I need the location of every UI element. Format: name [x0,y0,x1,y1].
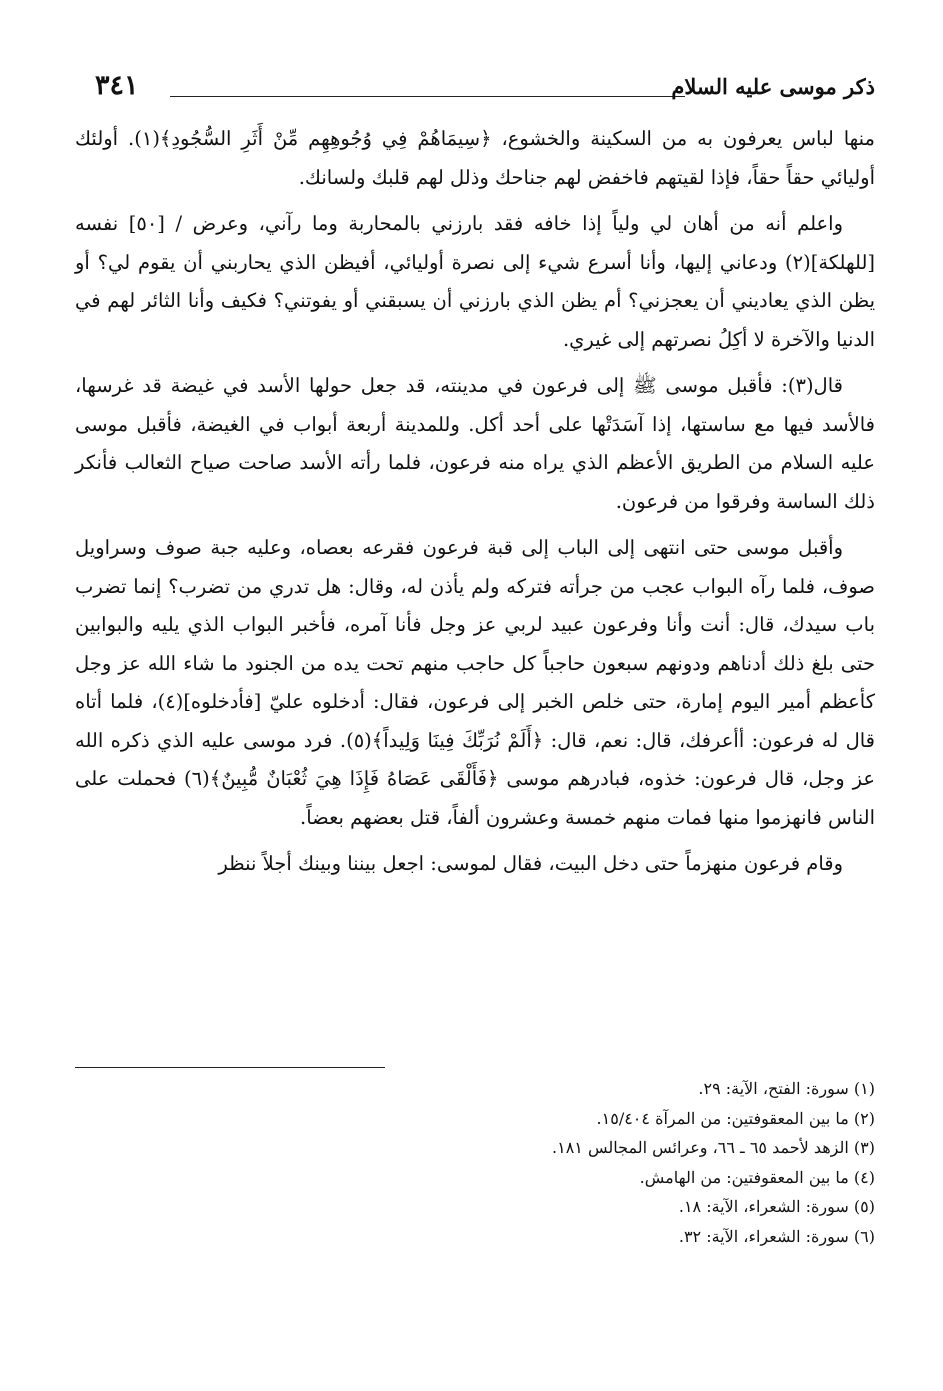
footnote-4: (٤) ما بين المعقوفتين: من الهامش. [639,1167,875,1187]
paragraph-1: منها لباس يعرفون به من السكينة والخشوع، ﴿سِيمَاهُمْ فِي وُجُوهِهِم مِّنْ أَثَرِ السُّجُودِ﴾(١). أولئك أوليائي حقاً حقاً، فإذا لقيتهم فاخفض لهم جناحك وذلل لهم قلبك ولسانك. [75,127,875,189]
paragraph-2: واعلم أنه من أهان لي ولياً إذا خافه فقد بارزني بالمحاربة وما رآني، وعرض / [٥٠] نفسه [للهلكة](٢) ودعاني إليها، وأنا أسرع شيء إلى نصرة أوليائي، أفيظن الذي يحاربني أن يقوم لي؟ أو يظن الذي يعاديني أن يعجزني؟ أم يظن الذي بارزني أن يسبقني أو يفوتني؟ فكيف وأنا الثائر لهم في الدنيا والآخرة لا أكِلُ نصرتهم إلى غيري. [75,212,875,351]
paragraph-4: وأقبل موسى حتى انتهى إلى الباب إلى قبة فرعون فقرعه بعصاه، وعليه جبة صوف وسراويل صوف، فلما رآه البواب عجب من جرأته فتركه ولم يأذن له، وقال: هل تدري من تضرب؟ إنما تضرب باب سيدك، قال: أنت وأنا وفرعون عبيد لربي عز وجل فأنا آمره، فأخبر البواب الذي يليه والبوابين حتى بلغ ذلك أدناهم ودونهم سبعون حاجباً كل حاجب منهم تحت يده من الجنود ما شاء الله عز وجل كأعظم أمير اليوم إمارة، حتى خلص الخبر إلى فرعون، فقال: أدخلوه عليّ [فأدخلوه](٤)، فلما أتاه قال له فرعون: أأعرفك، قال: نعم، قال: ﴿أَلَمْ نُرَبِّكَ فِينَا وَلِيداً﴾(٥). فرد موسى عليه الذي ذكره الله عز وجل، قال فرعون: خذوه، فبادرهم موسى ﴿فَأَلْقَى عَصَاهُ فَإِذَا هِيَ ثُعْبَانٌ مُّبِينٌ﴾(٦) فحملت على الناس فانهزموا منها فمات منهم خمسة وعشرون ألفاً، قتل بعضهم بعضاً. [75,536,875,829]
footnote-6: (٦) سورة: الشعراء، الآية: ٣٢. [678,1226,875,1246]
paragraph-5: وقام فرعون منهزماً حتى دخل البيت، فقال لموسى: اجعل بيننا وبينك أجلاً ننظر [218,852,843,875]
footnote-3: (٣) الزهد لأحمد ٦٥ ـ ٦٦، وعرائس المجالس ١٨١. [552,1138,875,1157]
header-rule [170,96,685,97]
footnote-5: (٥) سورة: الشعراء، الآية: ١٨. [678,1197,875,1216]
page-header [95,70,875,110]
footnote-2: (٢) ما بين المعقوفتين: من المرآة ١٥/٤٠٤. [596,1108,875,1128]
footnote-rule [75,1067,385,1068]
main-text [75,120,875,884]
footnote-1: (١) سورة: الفتح، الآية: ٢٩. [698,1079,875,1098]
paragraph-3: قال(٣): فأقبل موسى ﷺ إلى فرعون في مدينته، قد جعل حولها الأسد في غيضة قد غرسها، فالأسد فيها مع ساستها، إذا آسَدَتْها على أحد أكل. وللمدينة أربعة أبواب في الغيضة، فأقبل موسى عليه السلام من الطريق الأعظم الذي يراه منه فرعون، فلما رأته الأسد صاحت صياح الثعالب فأنكر ذلك الساسة وفرقوا من فرعون. [75,374,875,513]
page-number: ٣٤١ [95,70,139,101]
footnotes [415,1074,875,1251]
running-title: ذكر موسى عليه السلام [671,74,875,99]
